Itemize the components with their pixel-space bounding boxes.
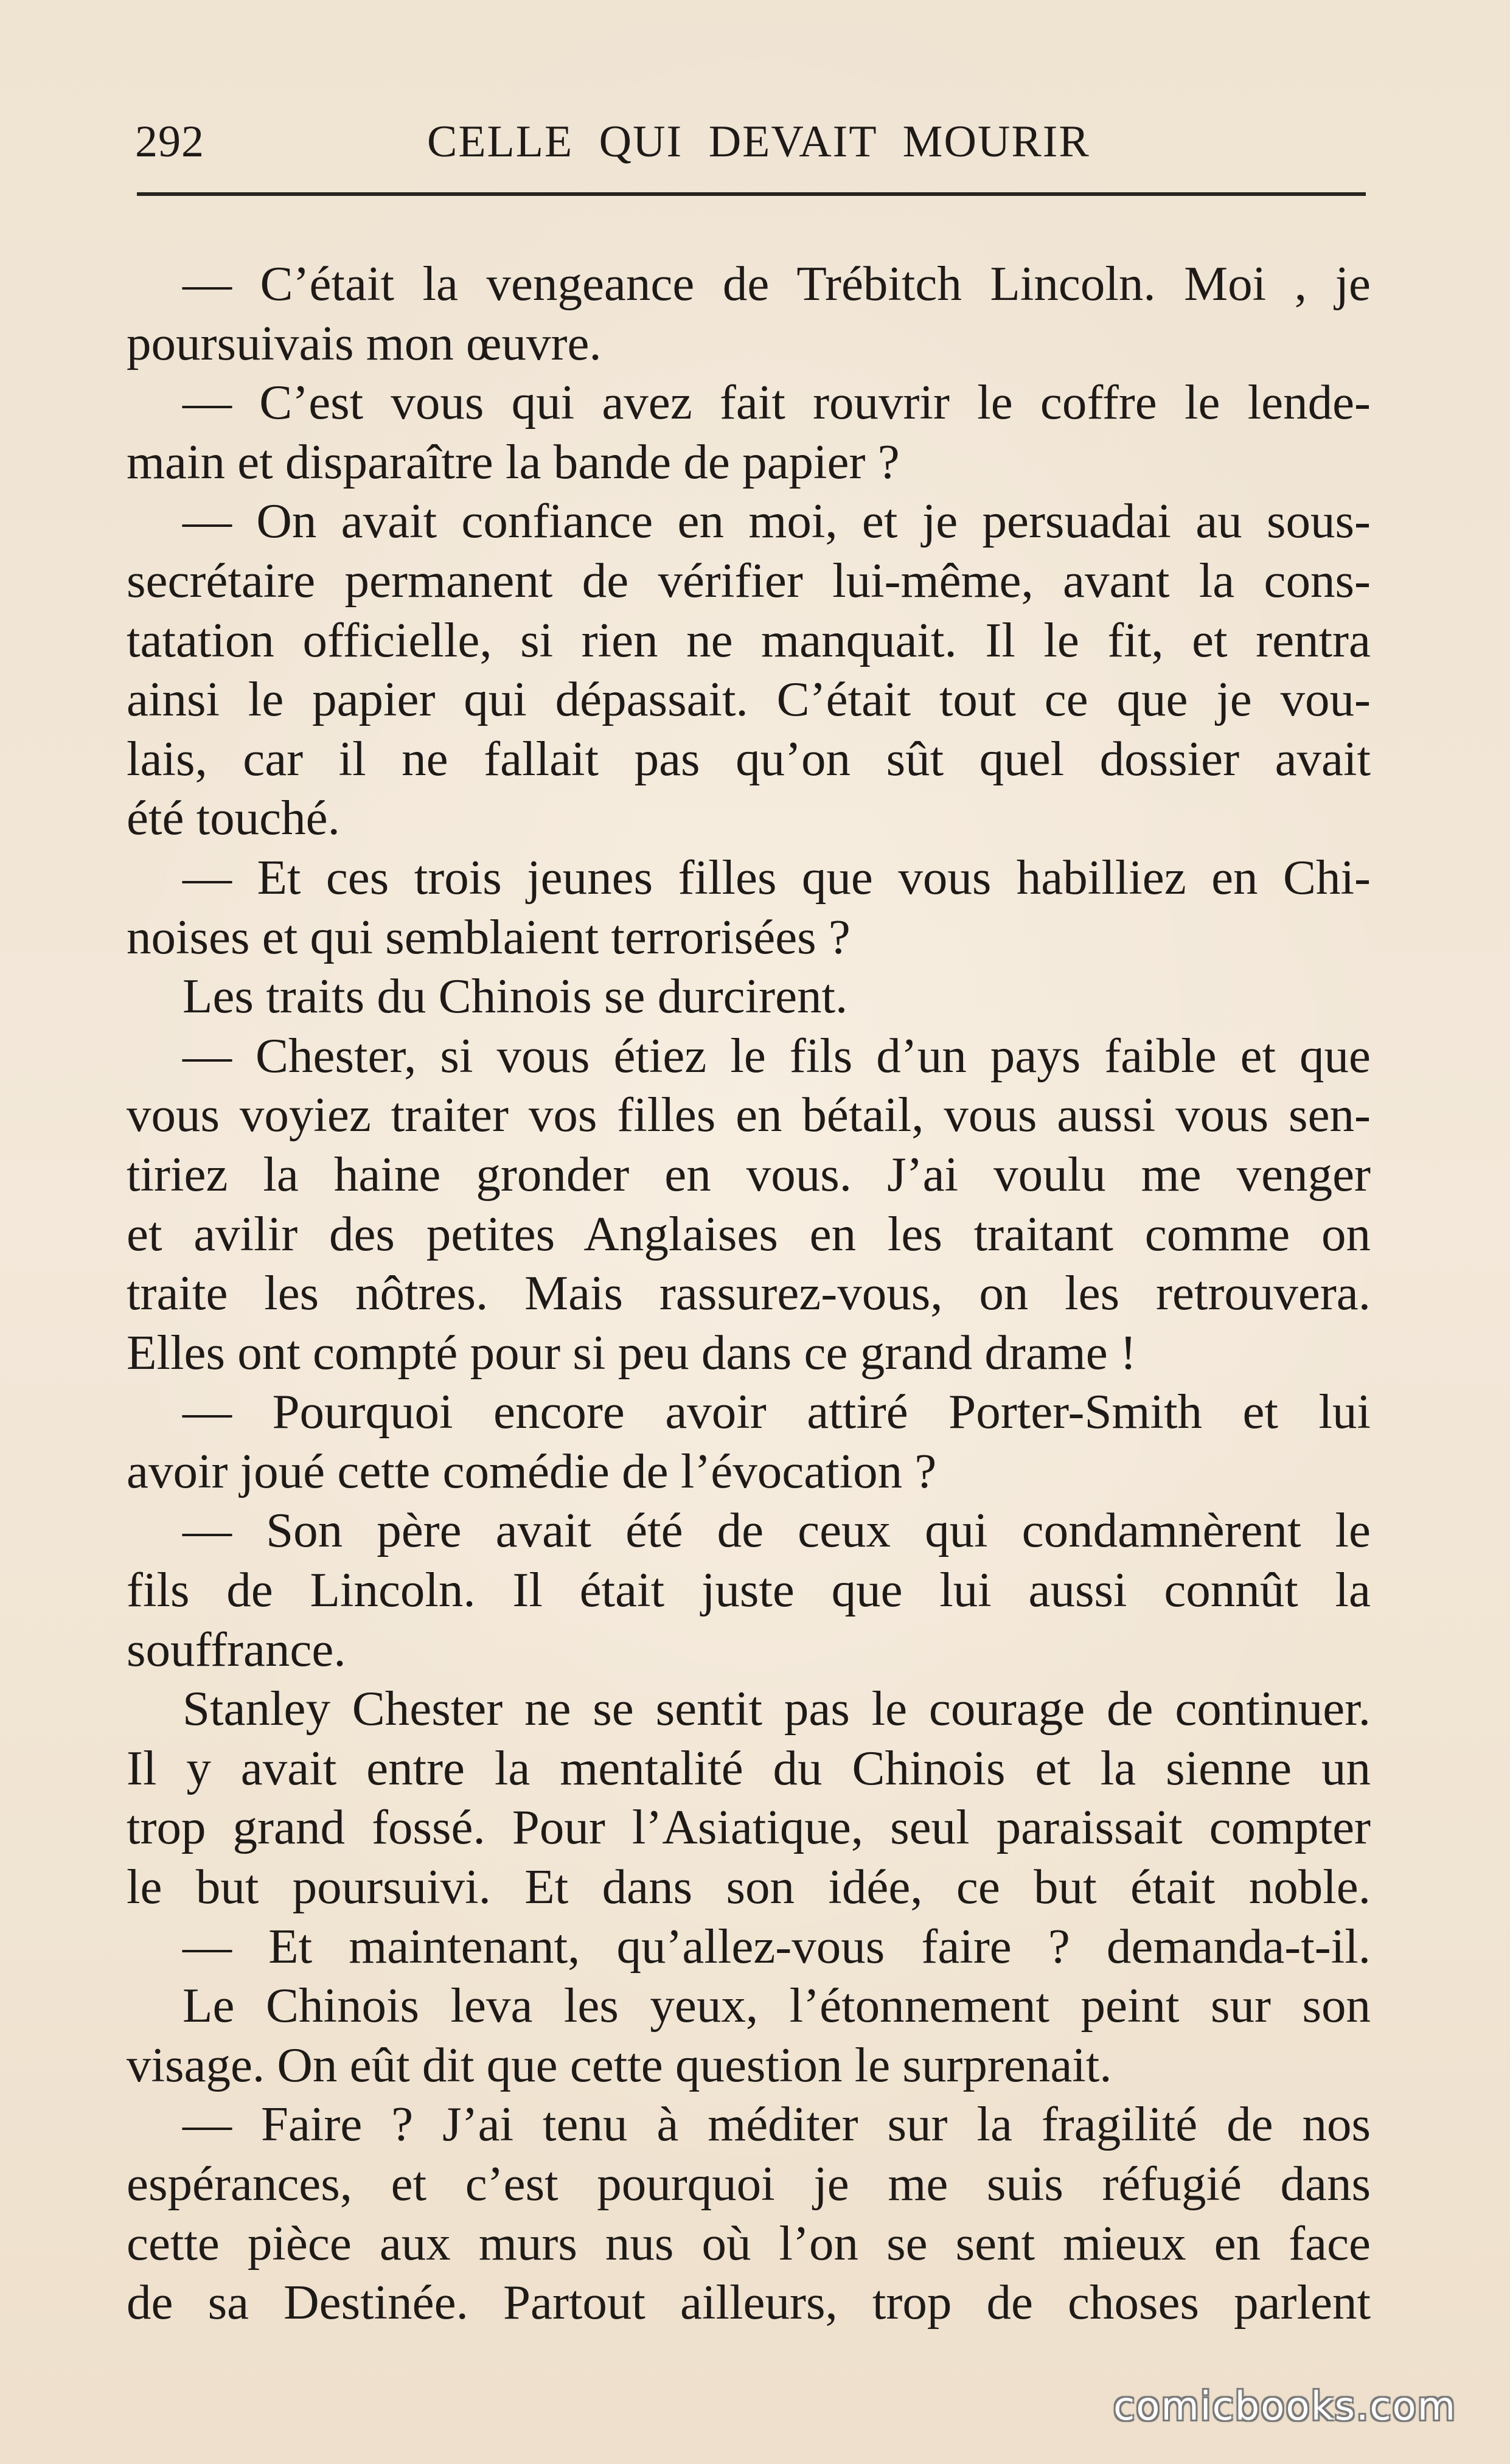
page-header [135, 106, 1364, 173]
text-line: visage. On eût dit que cette question le surprenait. [127, 2037, 1112, 2092]
text-line: secrétaire permanent de vérifier lui-même, avant la cons- [127, 552, 1371, 608]
text-line: — Pourquoi encore avoir attiré Porter-Smith et lui [183, 1384, 1371, 1439]
text-line: poursuivais mon œuvre. [127, 315, 602, 371]
text-line: — C’est vous qui avez fait rouvrir le coffre le lende- [183, 375, 1371, 430]
text-line: et avilir des petites Anglaises en les traitant comme on [127, 1206, 1371, 1261]
text-line: main et disparaître la bande de papier ? [127, 434, 900, 489]
text-line: traite les nôtres. Mais rassurez-vous, on les retrouvera. [127, 1265, 1371, 1321]
text-line: — Son père avait été de ceux qui condamnèrent le [183, 1503, 1371, 1558]
watermark: comicbooks.com [1113, 2384, 1457, 2429]
text-line: — Et ces trois jeunes filles que vous habilliez en Chi- [183, 849, 1371, 905]
text-line: — Faire ? J’ai tenu à méditer sur la fragilité de nos [183, 2097, 1371, 2152]
text-line: Le Chinois leva les yeux, l’étonnement peint sur son [183, 1978, 1371, 2033]
text-line: — C’était la vengeance de Trébitch Lincoln. Moi , je [183, 256, 1371, 311]
text-line: le but poursuivi. Et dans son idée, ce but était noble. [127, 1859, 1371, 1915]
text-line: Elles ont compté pour si peu dans ce grand drame ! [127, 1324, 1136, 1380]
page-number: 292 [135, 117, 204, 167]
text-line: — On avait confiance en moi, et je persuadai au sous- [183, 493, 1371, 549]
running-title: CELLE QUI DEVAIT MOURIR [427, 117, 1090, 167]
text-line: — Et maintenant, qu’allez-vous faire ? demanda-t-il. [183, 1918, 1371, 1974]
text-line: été touché. [127, 790, 340, 846]
text-line: Les traits du Chinois se durcirent. [183, 969, 848, 1024]
text-line: de sa Destinée. Partout ailleurs, trop de choses parlent [127, 2275, 1371, 2330]
text-line: espérances, et c’est pourquoi je me suis réfugié dans [127, 2156, 1371, 2211]
text-line: Il y avait entre la mentalité du Chinois et la sienne un [127, 1740, 1371, 1795]
text-line: trop grand fossé. Pour l’Asiatique, seul paraissait compter [127, 1800, 1371, 1855]
text-line: noises et qui semblaient terrorisées ? [127, 909, 851, 964]
text-line: — Chester, si vous étiez le fils d’un pays faible et que [183, 1028, 1371, 1083]
text-line: lais, car il ne fallait pas qu’on sût quel dossier avait [127, 731, 1371, 786]
text-line: Stanley Chester ne se sentit pas le courage de continuer. [183, 1681, 1371, 1736]
text-line: vous voyiez traiter vos filles en bétail, vous aussi vous sen- [127, 1087, 1371, 1143]
text-line: avoir joué cette comédie de l’évocation ? [127, 1443, 937, 1498]
text-line: fils de Lincoln. Il était juste que lui aussi connût la [127, 1562, 1371, 1618]
text-line: souffrance. [127, 1621, 346, 1677]
body-text [127, 254, 1371, 2333]
text-line: cette pièce aux murs nus où l’on se sent mieux en face [127, 2215, 1371, 2271]
header-rule [137, 192, 1366, 196]
text-line: tatation officielle, si rien ne manquait. Il le fit, et rentra [127, 612, 1371, 667]
text-line: tiriez la haine gronder en vous. J’ai voulu me venger [127, 1146, 1371, 1202]
text-line: ainsi le papier qui dépassait. C’était tout ce que je vou- [127, 672, 1371, 727]
